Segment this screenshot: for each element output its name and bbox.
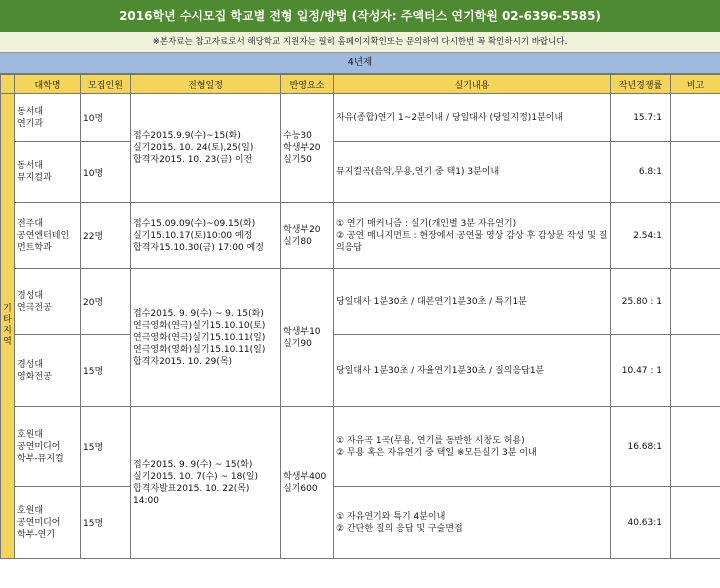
university-name: 전주대 공연엔터테인 먼트학과 bbox=[15, 203, 81, 269]
header-note: 비고 bbox=[671, 75, 720, 94]
rate-cell: 15.7:1 bbox=[611, 94, 671, 142]
schedule-cell: 접수15.09.09(수)~09.15(화) 실기15.10.17(토)10:00 예정 합격자15.10.30(금) 17:00 예정 bbox=[131, 203, 281, 269]
header-university: 대학명 bbox=[15, 75, 81, 94]
header-content: 실기내용 bbox=[334, 75, 611, 94]
note-cell bbox=[671, 142, 720, 203]
content-cell: 뮤지컬곡(음악,무용,연기 중 택1) 3분이내 bbox=[334, 142, 611, 203]
section-header: 4년제 bbox=[0, 53, 720, 74]
header-rate: 작년경쟁률 bbox=[611, 75, 671, 94]
schedule-table bbox=[0, 74, 720, 559]
quota-cell: 20명 bbox=[81, 269, 131, 335]
factor-cell: 수능30 학생부20 실기50 bbox=[281, 94, 334, 203]
factor-cell: 학생부400 실기600 bbox=[281, 407, 334, 559]
table-row bbox=[1, 94, 720, 142]
quota-cell: 15명 bbox=[81, 407, 131, 487]
schedule-cell: 접수2015. 9. 9(수) ~ 15(화) 실기2015. 10. 7(수) ~ 18(일) 합격자발표2015. 10. 22(목) 14:00 bbox=[131, 407, 281, 559]
rate-cell: 10.47 : 1 bbox=[611, 335, 671, 407]
rate-cell: 6.8:1 bbox=[611, 142, 671, 203]
quota-cell: 10명 bbox=[81, 142, 131, 203]
rate-cell: 40.63:1 bbox=[611, 487, 671, 559]
content-cell: ① 연기 매커니즘 : 실기(개인별 3분 자유연기) ② 공연 매니지먼트 : 현장에서 공연물 영상 감상 후 감상문 작성 및 질의응답 bbox=[334, 203, 611, 269]
table-row bbox=[1, 203, 720, 269]
quota-cell: 15명 bbox=[81, 335, 131, 407]
header-quota: 모집인원 bbox=[81, 75, 131, 94]
factor-cell: 학생부10 실기90 bbox=[281, 269, 334, 407]
region-cell: 기 타 지 역 bbox=[1, 94, 15, 559]
page-title: 2016학년 수시모집 학교별 전형 일정/방법 (작성자: 주액터스 연기학원 02-6396-5585) bbox=[0, 0, 720, 32]
note-cell bbox=[671, 407, 720, 487]
content-cell: 자유(종합)연기 1~2분이내 / 당일대사 (당일지정)1분이내 bbox=[334, 94, 611, 142]
rate-cell: 16.68:1 bbox=[611, 407, 671, 487]
university-name: 동서대 연기과 bbox=[15, 94, 81, 142]
note-cell bbox=[671, 269, 720, 335]
header-schedule: 전형일정 bbox=[131, 75, 281, 94]
university-name: 경성대 연극전공 bbox=[15, 269, 81, 335]
note-cell bbox=[671, 203, 720, 269]
notice-text: ※본자료는 참고자료로서 해당학교 지원자는 필히 홈페이지확인또는 문의하여 다시한번 꼭 확인하시기 바랍니다. bbox=[0, 32, 720, 53]
university-name: 호원대 공연미디어 학부-연기 bbox=[15, 487, 81, 559]
rate-cell: 2.54:1 bbox=[611, 203, 671, 269]
quota-cell: 22명 bbox=[81, 203, 131, 269]
university-name: 경성대 영화전공 bbox=[15, 335, 81, 407]
quota-cell: 15명 bbox=[81, 487, 131, 559]
schedule-cell: 접수2015.9.9(수)~15(화) 실기2015. 10. 24(토),25(일) 합격자2015. 10. 23(금) 이전 bbox=[131, 94, 281, 203]
university-name: 동서대 뮤지컬과 bbox=[15, 142, 81, 203]
quota-cell: 10명 bbox=[81, 94, 131, 142]
table-row bbox=[1, 269, 720, 335]
table-row bbox=[1, 142, 720, 203]
table-row bbox=[1, 335, 720, 407]
university-name: 호원대 공연미디어 학부-뮤지컬 bbox=[15, 407, 81, 487]
content-cell: ① 자유곡 1곡(무용, 연기를 동반한 시창도 허용) ② 무용 혹은 자유연기 중 택일 ※모든실기 3분 이내 bbox=[334, 407, 611, 487]
content-cell: 당일대사 1분30초 / 대본연기1분30초 / 특기1분 bbox=[334, 269, 611, 335]
table-row bbox=[1, 407, 720, 487]
factor-cell: 학생부20 실기80 bbox=[281, 203, 334, 269]
content-cell: ① 자유연기와 특기 4분이내 ② 간단한 질의 응답 및 구술면접 bbox=[334, 487, 611, 559]
content-cell: 당일대사 1분30초 / 자율연기1분30초 / 질의응답1분 bbox=[334, 335, 611, 407]
note-cell bbox=[671, 335, 720, 407]
schedule-cell: 접수2015. 9. 9(수) ~ 9. 15(화) 연극영화(연극)실기15.10.10(토) 연극영화(연극)실기15.10.11(일) 연극영화(영화)실기15.10.11(일) 합격자2015. 10. 29(목) bbox=[131, 269, 281, 407]
rate-cell: 25.80 : 1 bbox=[611, 269, 671, 335]
note-cell bbox=[671, 487, 720, 559]
header-row bbox=[1, 75, 720, 94]
table-row bbox=[1, 487, 720, 559]
header-region bbox=[1, 75, 15, 94]
note-cell bbox=[671, 94, 720, 142]
header-factor: 반영요소 bbox=[281, 75, 334, 94]
